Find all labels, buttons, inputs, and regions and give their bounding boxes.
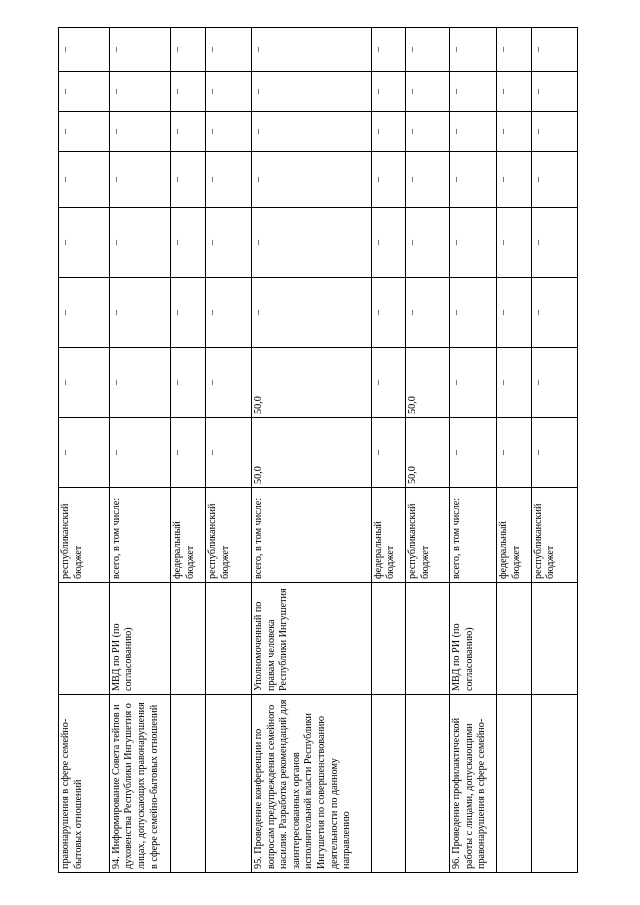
measure-name-cell [497,695,532,873]
value-cell: – [531,152,577,208]
rotated-table-area [58,28,640,869]
value-cell: – [497,208,532,278]
table-row [252,28,372,873]
executor-cell [59,583,110,695]
executor-cell: МВД по РИ (по согласованию) [450,583,497,695]
value-cell: – [252,72,372,112]
value-cell: – [371,418,406,488]
value-cell: – [252,208,372,278]
value-cell: – [371,278,406,348]
value-cell: – [109,112,171,152]
funding-source-cell: федеральный бюджет [171,488,206,583]
value-cell: – [450,418,497,488]
value-cell: – [205,152,251,208]
table-row [497,28,532,873]
value-cell: – [531,112,577,152]
executor-cell [531,583,577,695]
value-cell: – [252,112,372,152]
value-cell: – [205,112,251,152]
value-cell: – [450,72,497,112]
value-cell: – [497,152,532,208]
value-cell: – [59,152,110,208]
value-cell: – [497,418,532,488]
value-cell: – [59,112,110,152]
value-cell: – [171,112,206,152]
table-row [59,28,110,873]
value-cell: – [406,28,450,72]
value-cell: – [406,112,450,152]
measure-name-cell: 94. Информирование Совета тейпов и духовенства Республики Ингушетия о лицах, допускающих правонарушения в сфере семейно-бытовых отношений [109,695,171,873]
value-cell: – [59,348,110,418]
value-cell: – [171,28,206,72]
value-cell: – [406,72,450,112]
value-cell: – [406,152,450,208]
funding-source-cell: всего, в том числе: [252,488,372,583]
value-cell: – [497,348,532,418]
executor-cell [205,583,251,695]
value-cell: – [109,418,171,488]
value-cell: – [371,348,406,418]
value-cell: – [109,28,171,72]
table-row [531,28,577,873]
value-cell: – [531,348,577,418]
funding-source-cell: республиканский бюджет [406,488,450,583]
value-cell: – [109,348,171,418]
value-cell: – [59,72,110,112]
funding-source-cell: республиканский бюджет [59,488,110,583]
value-cell: – [205,72,251,112]
value-cell: – [531,208,577,278]
table-rotation-wrapper [58,28,578,873]
value-cell: – [450,28,497,72]
value-cell: – [497,72,532,112]
value-cell: – [109,152,171,208]
value-cell: – [371,72,406,112]
funding-source-cell: федеральный бюджет [371,488,406,583]
value-cell: – [531,28,577,72]
value-cell: – [205,348,251,418]
value-cell: – [205,208,251,278]
measure-name-cell [371,695,406,873]
value-cell: – [205,418,251,488]
value-cell: – [59,278,110,348]
funding-source-cell: республиканский бюджет [205,488,251,583]
value-cell: – [252,278,372,348]
value-cell: – [371,152,406,208]
value-cell: – [531,72,577,112]
value-cell: – [171,418,206,488]
table-row [109,28,171,873]
measure-name-cell [406,695,450,873]
value-cell: – [497,112,532,152]
funding-source-cell: всего, в том числе: [109,488,171,583]
value-cell: 50,0 [406,348,450,418]
value-cell: – [109,208,171,278]
value-cell: – [171,348,206,418]
value-cell: – [371,208,406,278]
value-cell: – [252,152,372,208]
value-cell: – [59,208,110,278]
measure-name-cell: 96. Проведение профилактической работы с лицами, допускающими правонарушения в сфере семейно- [450,695,497,873]
value-cell: – [450,348,497,418]
measure-name-cell [531,695,577,873]
value-cell: 50,0 [406,418,450,488]
executor-cell [497,583,532,695]
value-cell: – [205,278,251,348]
funding-source-cell: республиканский бюджет [531,488,577,583]
value-cell: – [531,278,577,348]
value-cell: – [252,28,372,72]
value-cell: – [497,278,532,348]
executor-cell [371,583,406,695]
value-cell: – [171,152,206,208]
measure-name-cell [171,695,206,873]
table-row [171,28,206,873]
table-row [371,28,406,873]
measure-name-cell [205,695,251,873]
value-cell: 50,0 [252,418,372,488]
value-cell: – [171,72,206,112]
value-cell: – [171,278,206,348]
value-cell: – [450,112,497,152]
value-cell: – [497,28,532,72]
measure-name-cell: правонарушения в сфере семейно-бытовых отношений [59,695,110,873]
funding-source-cell: федеральный бюджет [497,488,532,583]
value-cell: – [371,28,406,72]
table-body [59,28,578,873]
value-cell: – [205,28,251,72]
value-cell: – [109,72,171,112]
executor-cell [406,583,450,695]
value-cell: – [531,418,577,488]
value-cell: – [109,278,171,348]
executor-cell: Уполномоченный по правам человека Республики Ингушетия [252,583,372,695]
value-cell: – [59,28,110,72]
executor-cell [171,583,206,695]
measure-name-cell: 95. Проведение конференции по вопросам предупреждения семейного насилия. Разработка рекомендаций для заинтересованных органов исполнительной власти Республики Ингушетия по совершенствованию деятельности по данному направлению [252,695,372,873]
value-cell: – [59,418,110,488]
value-cell: – [450,152,497,208]
value-cell: – [450,278,497,348]
value-cell: 50,0 [252,348,372,418]
budget-table [58,27,578,873]
table-row [205,28,251,873]
value-cell: – [371,112,406,152]
value-cell: – [406,278,450,348]
value-cell: – [171,208,206,278]
funding-source-cell: всего, в том числе: [450,488,497,583]
table-row [450,28,497,873]
table-row [406,28,450,873]
value-cell: – [406,208,450,278]
value-cell: – [450,208,497,278]
executor-cell: МВД по РИ (по согласованию) [109,583,171,695]
